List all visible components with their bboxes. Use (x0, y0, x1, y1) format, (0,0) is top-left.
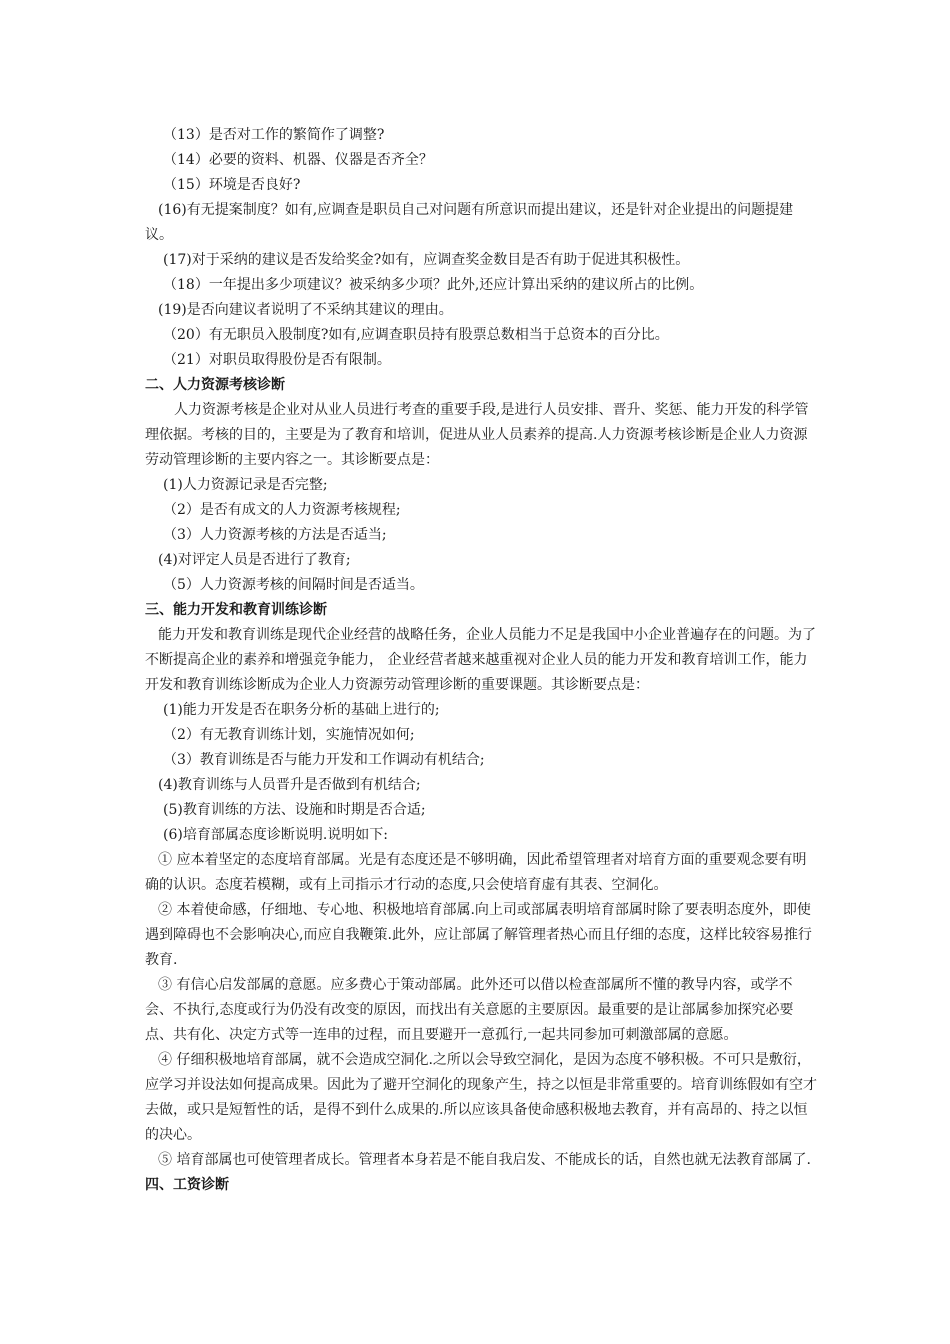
paragraph: ⑤ 培育部属也可使管理者成长。管理者本身若是不能自我启发、不能成长的话，自然也就无法教育部属了. (158, 1152, 811, 1168)
list-item: （3）人力资源考核的方法是否适当; (163, 527, 387, 543)
list-item: (19)是否向建议者说明了不采纳其建议的理由。 (158, 302, 453, 318)
list-item: （2）有无教育训练计划，实施情况如何; (163, 727, 415, 743)
paragraph: 能力开发和教育训练是现代企业经营的战略任务，企业人员能力不足是我国中小企业普遍存在的问题。为了不断提高企业的素养和增强竞争能力， 企业经营者越来越重视对企业人员的能力开发和教育培训工作，能力开发和教育训练诊断成为企业人力资源劳动管理诊断的重要课题。其诊断要点是： (145, 627, 816, 693)
document-body (145, 123, 817, 1198)
list-item: (1)人力资源记录是否完整; (163, 477, 328, 493)
list-item: (4)教育训练与人员晋升是否做到有机结合; (158, 777, 421, 793)
list-item: （3）教育训练是否与能力开发和工作调动有机结合; (163, 752, 485, 768)
list-item: （2）是否有成文的人力资源考核规程; (163, 502, 401, 518)
list-item: （20）有无职员入股制度?如有,应调查职员持有股票总数相当于总资本的百分比。 (163, 327, 669, 343)
paragraph: ③ 有信心启发部属的意愿。应多费心于策动部属。此外还可以借以检查部属所不懂的教导内容，或学不会、不执行,态度或行为仍没有改变的原因，而找出有关意愿的主要原因。最重要的是让部属参加探究必要点、共有化、决定方式等一连串的过程，而且要避开一意孤行,一起共同参加可刺激部属的意愿。 (145, 977, 794, 1043)
paragraph: ④ 仔细积极地培育部属，就不会造成空洞化.之所以会导致空洞化，是因为态度不够积极。不可只是敷衍，应学习并设法如何提高成果。因此为了避开空洞化的现象产生，持之以恒是非常重要的。培育训练假如有空才去做，或只是短暂性的话，是得不到什么成果的.所以应该具备使命感积极地去教育，并有高昂的、持之以恒的决心。 (145, 1052, 817, 1143)
list-item: (17)对于采纳的建议是否发给奖金?如有，应调查奖金数目是否有助于促进其积极性。 (163, 252, 690, 268)
list-item: （21）对职员取得股份是否有限制。 (163, 352, 391, 368)
paragraph: ② 本着使命感，仔细地、专心地、积极地培育部属.向上司或部属表明培育部属时除了要表明态度外，即使遇到障碍也不会影响决心,而应自我鞭策.此外，应让部属了解管理者热心而且仔细的态度，这样比较容易推行教育. (145, 902, 812, 968)
list-item: (4)对评定人员是否进行了教育; (158, 552, 351, 568)
list-item: (5)教育训练的方法、设施和时期是否合适; (163, 802, 426, 818)
list-item: （18）一年提出多少项建议？被采纳多少项？此外,还应计算出采纳的建议所占的比例。 (163, 277, 704, 293)
list-item: （14）必要的资料、机器、仪器是否齐全？ (163, 152, 433, 168)
paragraph: 人力资源考核是企业对从业人员进行考查的重要手段,是进行人员安排、晋升、奖惩、能力开发的科学管理依据。考核的目的，主要是为了教育和培训，促进从业人员素养的提高.人力资源考核诊断是企业人力资源劳动管理诊断的主要内容之一。其诊断要点是： (145, 402, 809, 468)
list-item: (6)培育部属态度诊断说明.说明如下: (163, 827, 388, 843)
list-item: （13）是否对工作的繁简作了调整? (163, 127, 385, 143)
section-heading: 二、人力资源考核诊断 (145, 377, 285, 393)
section-heading: 三、能力开发和教育训练诊断 (145, 602, 327, 618)
list-item: (1)能力开发是否在职务分析的基础上进行的; (163, 702, 440, 718)
section-heading: 四、工资诊断 (145, 1177, 229, 1193)
list-item: （15）环境是否良好? (163, 177, 301, 193)
paragraph: (16)有无提案制度？如有,应调查是职员自己对问题有所意识而提出建议，还是针对企业提出的问题提建议。 (145, 202, 794, 243)
list-item: （5）人力资源考核的间隔时间是否适当。 (163, 577, 424, 593)
paragraph: ① 应本着坚定的态度培育部属。光是有态度还是不够明确，因此希望管理者对培育方面的重要观念要有明确的认识。态度若模糊，或有上司指示才行动的态度,只会使培育虚有其表、空洞化。 (145, 852, 807, 893)
